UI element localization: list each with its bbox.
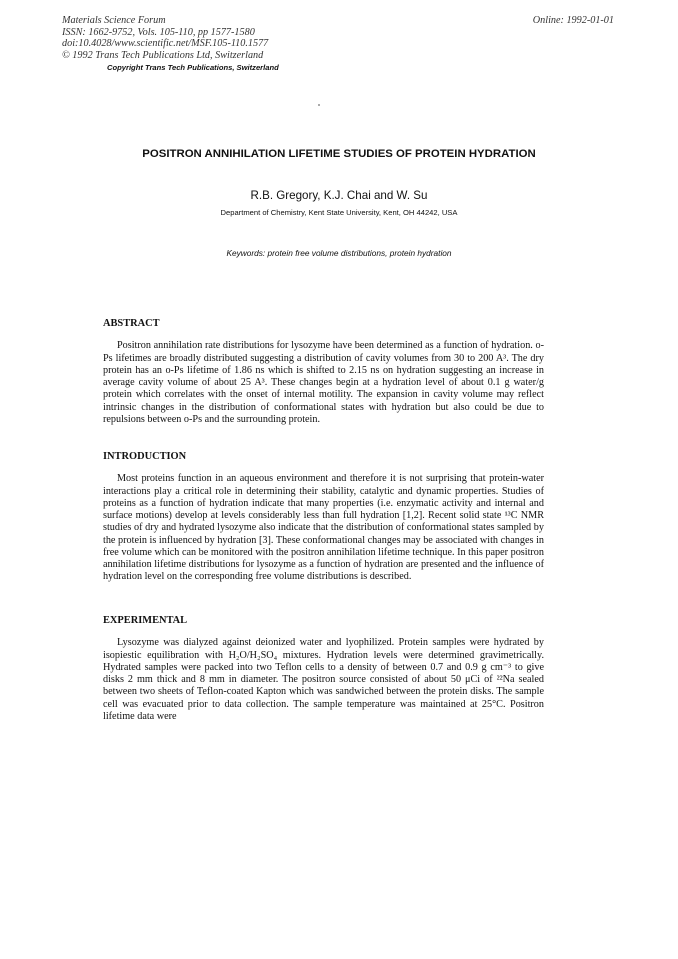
abstract-heading: ABSTRACT — [103, 318, 160, 329]
doi-link[interactable]: doi:10.4028/www.scientific.net/MSF.105-110.1577 — [62, 38, 269, 50]
experimental-section — [103, 615, 544, 723]
author-list: R.B. Gregory, K.J. Chai and W. Su — [250, 189, 428, 202]
abstract-section — [103, 318, 544, 426]
keywords-text: protein free volume distributions, protein hydration — [267, 248, 452, 258]
keywords-label: Keywords: — [226, 248, 266, 258]
issn-line: ISSN: 1662-9752, Vols. 105-110, pp 1577-1580 — [62, 26, 255, 38]
journal-name: Materials Science Forum — [62, 15, 166, 26]
introduction-section — [103, 451, 544, 584]
copyright-line: © 1992 Trans Tech Publications Ltd, Switzerland — [62, 49, 264, 61]
introduction-heading: INTRODUCTION — [103, 451, 187, 462]
keywords-line — [100, 248, 578, 258]
decorative-dot — [318, 104, 320, 106]
copyright-notice: Copyright Trans Tech Publications, Switzerland — [107, 63, 279, 73]
introduction-text: Most proteins function in an aqueous environment and therefore it is not surprising that protein-water interactions play a critical role in determining their stability, catalytic and dynamic properties. Studies of proteins as a function of hydration indicate that many properties (i.e. enzymatic activity and internal and surface motions) develop at levels considerably less than full hydration [1,2]. Recent solid state ¹³C NMR studies of dry and hydrated lysozyme also indicate that the distribution of conformational states sampled by the protein is influenced by hydration [3]. These conformational changes may be associated with changes in free volume which can be monitored with the positron annihilation lifetime technique. In this paper positron annihilation lifetime distributions for lysozyme as a function of hydration are presented and the influence of hydration level on the corresponding free volume distributions is described. — [103, 473, 544, 583]
experimental-text: Lysozyme was dialyzed against deionized water and lyophilized. Protein samples were hydrated by isopiestic equilibration with H₂O/H₂SO₄ mixtures. Hydration levels were determined gravimetrically. Hydrated samples were packed into two Teflon cells to a density of between 0.7 and 0.9 g cm⁻³ to give disks 2 mm thick and 8 mm in diameter. The positron source consisted of about 50 μCi of ²²Na sealed between two sheets of Teflon-coated Kapton which was sandwiched between the protein disks. The sample cell was evacuated prior to data collection. The sample temperature was maintained at 25°C. Positron lifetime data were — [103, 637, 544, 722]
affiliation: Department of Chemistry, Kent State University, Kent, OH 44242, USA — [220, 208, 458, 217]
paper-title: POSITRON ANNIHILATION LIFETIME STUDIES OF PROTEIN HYDRATION — [142, 148, 536, 160]
experimental-heading: EXPERIMENTAL — [103, 615, 188, 626]
abstract-text: Positron annihilation rate distributions for lysozyme have been determined as a function of hydration. o-Ps lifetimes are broadly distributed suggesting a distribution of cavity volumes from 30 to 200 A³. The dry protein has an o-Ps lifetime of 1.86 ns which is shifted to 2.15 ns on hydration suggesting an increase in average cavity volume of about 25 A³. These changes begin at a hydration level of about 0.1 g water/g protein which correlates with the onset of internal motility. The expansion in cavity volume may reflect intrinsic changes in the distribution of conformational states with hydration but also could be due to repulsions between o-Ps and the surrounding protein. — [103, 340, 544, 425]
online-date: Online: 1992-01-01 — [532, 15, 614, 26]
journal-header — [62, 15, 279, 74]
